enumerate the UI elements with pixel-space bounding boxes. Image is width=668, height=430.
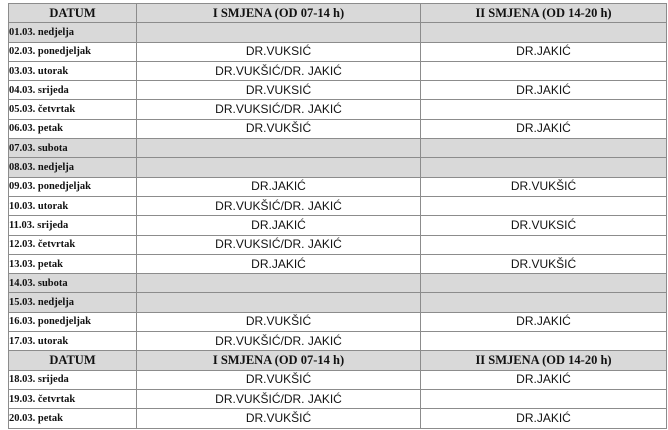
date-cell: 01.03. nedjelja — [9, 23, 137, 42]
date-cell: 14.03. subota — [9, 274, 137, 293]
date-cell: 16.03. ponedjeljak — [9, 312, 137, 331]
shift2-cell — [421, 158, 667, 177]
shift1-cell — [137, 158, 421, 177]
header-shift1: I SMJENA (OD 07-14 h) — [137, 351, 421, 370]
header-row-repeat — [9, 351, 667, 370]
table-row — [9, 139, 667, 158]
shift1-cell: DR.VUKŠIĆ/DR. JAKIĆ — [137, 61, 421, 80]
shift2-cell: DR.JAKIĆ — [421, 409, 667, 428]
shift1-cell: DR.VUKŠIĆ — [137, 370, 421, 389]
date-cell: 05.03. četvrtak — [9, 100, 137, 119]
shift2-cell — [421, 293, 667, 312]
date-cell: 18.03. srijeda — [9, 370, 137, 389]
table-row — [9, 100, 667, 119]
date-cell: 04.03. srijeda — [9, 81, 137, 100]
shift1-cell: DR.JAKIĆ — [137, 216, 421, 235]
table-row — [9, 370, 667, 389]
table-row — [9, 312, 667, 331]
shift1-cell: DR.VUKŠIĆ/DR. JAKIĆ — [137, 389, 421, 408]
shift1-cell: DR.VUKŠIĆ — [137, 409, 421, 428]
table-row — [9, 158, 667, 177]
shift2-cell — [421, 23, 667, 42]
date-cell: 19.03. četvrtak — [9, 389, 137, 408]
header-datum: DATUM — [9, 4, 137, 23]
table-row — [9, 42, 667, 61]
header-datum: DATUM — [9, 351, 137, 370]
table-row — [9, 409, 667, 428]
shift1-cell — [137, 139, 421, 158]
date-cell: 03.03. utorak — [9, 61, 137, 80]
shift2-cell: DR.JAKIĆ — [421, 81, 667, 100]
shift2-cell — [421, 100, 667, 119]
shift1-cell — [137, 23, 421, 42]
date-cell: 12.03. četvrtak — [9, 235, 137, 254]
shift2-cell — [421, 389, 667, 408]
table-row — [9, 274, 667, 293]
shift1-cell — [137, 274, 421, 293]
table-row — [9, 23, 667, 42]
shift2-cell: DR.JAKIĆ — [421, 42, 667, 61]
header-shift2: II SMJENA (OD 14-20 h) — [421, 4, 667, 23]
shift1-cell: DR.JAKIĆ — [137, 177, 421, 196]
shift2-cell — [421, 139, 667, 158]
shift1-cell: DR.VUKŠIĆ — [137, 312, 421, 331]
shift2-cell: DR.VUKŠIĆ — [421, 254, 667, 273]
date-cell: 10.03. utorak — [9, 196, 137, 215]
shift2-cell — [421, 274, 667, 293]
schedule-table — [8, 3, 667, 429]
date-cell: 08.03. nedjelja — [9, 158, 137, 177]
header-shift1: I SMJENA (OD 07-14 h) — [137, 4, 421, 23]
shift1-cell: DR.VUKSIĆ — [137, 42, 421, 61]
shift1-cell: DR.VUKSIĆ/DR. JAKIĆ — [137, 235, 421, 254]
date-cell: 07.03. subota — [9, 139, 137, 158]
table-row — [9, 61, 667, 80]
shift1-cell: DR.VUKSIĆ — [137, 81, 421, 100]
shift2-cell: DR.JAKIĆ — [421, 312, 667, 331]
shift2-cell — [421, 61, 667, 80]
date-cell: 02.03. ponedjeljak — [9, 42, 137, 61]
table-row — [9, 332, 667, 351]
table-row — [9, 196, 667, 215]
table-row — [9, 293, 667, 312]
date-cell: 17.03. utorak — [9, 332, 137, 351]
schedule-body — [9, 4, 667, 429]
date-cell: 11.03. srijeda — [9, 216, 137, 235]
shift2-cell — [421, 235, 667, 254]
shift1-cell: DR.VUKSIĆ/DR. JAKIĆ — [137, 100, 421, 119]
shift2-cell — [421, 196, 667, 215]
shift1-cell: DR.VUKŠIĆ/DR. JAKIĆ — [137, 332, 421, 351]
shift1-cell: DR.JAKIĆ — [137, 254, 421, 273]
shift1-cell: DR.VUKŠIĆ/DR. JAKIĆ — [137, 196, 421, 215]
shift2-cell: DR.VUKSIĆ — [421, 216, 667, 235]
date-cell: 13.03. petak — [9, 254, 137, 273]
table-row — [9, 119, 667, 138]
table-row — [9, 177, 667, 196]
table-row — [9, 254, 667, 273]
shift1-cell: DR.VUKŠIĆ — [137, 119, 421, 138]
date-cell: 20.03. petak — [9, 409, 137, 428]
header-shift2: II SMJENA (OD 14-20 h) — [421, 351, 667, 370]
table-row — [9, 389, 667, 408]
table-row — [9, 216, 667, 235]
header-row — [9, 4, 667, 23]
table-row — [9, 235, 667, 254]
shift2-cell: DR.JAKIĆ — [421, 370, 667, 389]
date-cell: 09.03. ponedjeljak — [9, 177, 137, 196]
shift2-cell: DR.VUKŠIĆ — [421, 177, 667, 196]
date-cell: 06.03. petak — [9, 119, 137, 138]
date-cell: 15.03. nedjelja — [9, 293, 137, 312]
shift2-cell: DR.JAKIĆ — [421, 119, 667, 138]
shift1-cell — [137, 293, 421, 312]
table-row — [9, 81, 667, 100]
shift2-cell — [421, 332, 667, 351]
